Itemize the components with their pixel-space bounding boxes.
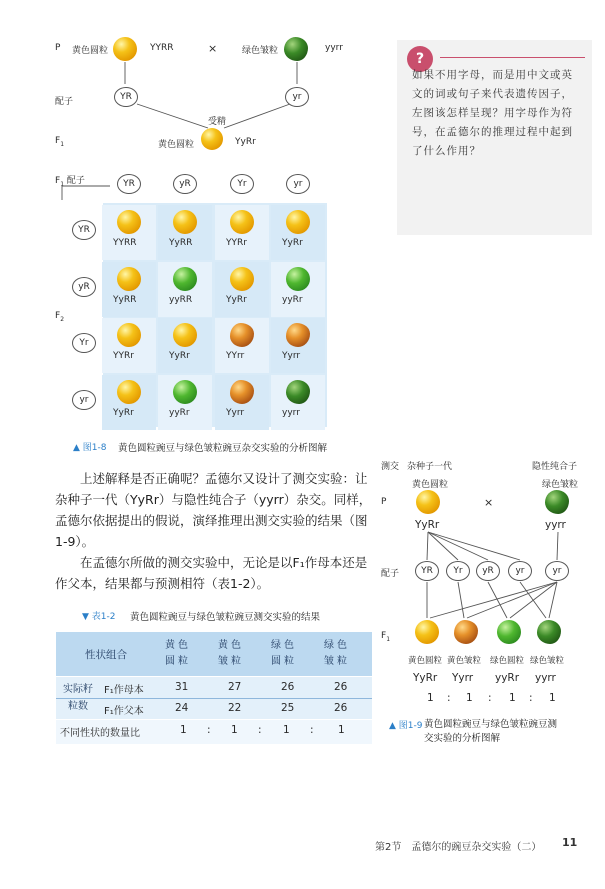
offspring-phenotype: 绿色圆粒 — [490, 656, 525, 666]
punnett-genotype: YyRr — [282, 238, 303, 248]
hybrid-pea — [416, 490, 440, 514]
punnett-genotype: yyRR — [169, 295, 193, 305]
testcross-ratio: : — [488, 692, 492, 704]
question-icon: ? — [407, 46, 433, 72]
table-header: 黄色圆粒 — [165, 640, 191, 667]
testcross-gamete: yR — [476, 561, 500, 581]
punnett-pea — [117, 210, 141, 234]
testcross-gamete: yr — [508, 561, 532, 581]
testcross-ratio: 1 — [427, 692, 434, 704]
row-gamete: yR — [72, 277, 96, 297]
parent1-label: 黄色圆粒 — [72, 46, 109, 56]
ratio-label: 不同性状的数量比 — [60, 728, 140, 739]
ratio-cell: : — [310, 724, 314, 736]
punnett-pea — [173, 210, 197, 234]
testcross-label: 测交 — [381, 462, 400, 472]
punnett-pea — [230, 210, 254, 234]
fig19-caption: 黄色圆粒豌豆与绿色皱粒豌豆测交实验的分析图解 — [424, 719, 558, 744]
punnett-genotype: yyrr — [282, 408, 300, 418]
offspring-phenotype: 黄色圆粒 — [408, 656, 443, 666]
testcross-gamete: Yr — [446, 561, 470, 581]
offspring-genotype: yyrr — [535, 672, 556, 684]
table-cell: 27 — [228, 681, 242, 693]
recessive-label: 隐性纯合子 — [532, 462, 578, 472]
col-gamete: yR — [173, 174, 197, 194]
ratio-cell: : — [258, 724, 262, 736]
testcross-gamete: yr — [545, 561, 569, 581]
punnett-pea — [230, 267, 254, 291]
table-caption-number: ▼ 表1-2 — [82, 612, 116, 622]
punnett-genotype: YyRr — [226, 295, 247, 305]
row-gamete: yr — [72, 390, 96, 410]
paragraph-1: 上述解释是否正确呢？孟德尔又设计了测交实验：让杂种子一代（YyRr）与隐性纯合子（yyrr）杂交。同样，孟德尔依据提出的假说，演绎推理出测交实验的结果（图1-9）。 — [55, 471, 372, 549]
sidebar-text: 如果不用字母，而是用中文或英文的词或句子来代表遗传因子，左图该怎样呈现？用字母作为符号，在孟德尔的推理过程中起到了什么作用？ — [412, 69, 573, 157]
col-gamete: YR — [117, 174, 141, 194]
punnett-genotype: Yyrr — [226, 408, 245, 418]
parent2-label: 绿色皱粒 — [242, 46, 279, 56]
f1-label: $F_1$ — [381, 631, 391, 643]
punnett-genotype: YyRR — [113, 295, 137, 305]
p-label: P — [55, 43, 61, 53]
gamete-YR: YR — [114, 87, 138, 107]
offspring-pea — [415, 620, 439, 644]
table-cell: 31 — [175, 681, 189, 693]
right-genotype: yyrr — [545, 519, 566, 531]
page-number: 11 — [562, 836, 578, 849]
punnett-genotype: YyRr — [113, 408, 134, 418]
punnett-pea — [286, 380, 310, 404]
ratio-cell: 1 — [338, 724, 345, 736]
row-gamete: YR — [72, 220, 96, 240]
sidebar-rule — [440, 57, 585, 58]
table-caption: 黄色圆粒豌豆与绿色皱粒豌豆测交实验的结果 — [130, 612, 321, 623]
col-gamete: yr — [286, 174, 310, 194]
col-gamete: Yr — [230, 174, 254, 194]
table-header: 绿色圆粒 — [271, 640, 297, 667]
punnett-pea — [286, 210, 310, 234]
recessive-pea — [545, 490, 569, 514]
fig18-caption: 黄色圆粒豌豆与绿色皱粒豌豆杂交实验的分析图解 — [118, 443, 328, 454]
cross-sign: × — [484, 496, 494, 509]
right-phenotype: 绿色皱粒 — [542, 480, 579, 490]
f1-genotype: YyRr — [235, 137, 256, 147]
testcross-gamete: YR — [415, 561, 439, 581]
offspring-genotype: YyRr — [413, 672, 438, 684]
punnett-pea — [173, 380, 197, 404]
gamete-label: 配子 — [381, 569, 400, 579]
f1-gamete-label: $F_1$ 配子 — [55, 176, 85, 188]
footer-section: 第2节 孟德尔的豌豆杂交实验（二） — [375, 842, 542, 853]
offspring-phenotype: 绿色皱粒 — [530, 656, 565, 666]
f1-pea — [201, 128, 223, 150]
table-cell: 22 — [228, 702, 242, 714]
punnett-pea — [117, 323, 141, 347]
table-cell: 25 — [281, 702, 295, 714]
gamete-yr: yr — [285, 87, 309, 107]
parent2-genotype: yyrr — [325, 43, 343, 53]
offspring-phenotype: 黄色皱粒 — [447, 656, 482, 666]
offspring-pea — [537, 620, 561, 644]
punnett-genotype: Yyrr — [282, 351, 301, 361]
punnett-pea — [173, 323, 197, 347]
testcross-ratio: : — [447, 692, 451, 704]
f1-phenotype: 黄色圆粒 — [158, 140, 195, 150]
parent1-genotype: YYRR — [150, 43, 174, 53]
fertilization-label: 受精 — [208, 117, 227, 127]
left-phenotype: 黄色圆粒 — [412, 480, 449, 490]
punnett-genotype: YyRr — [169, 351, 190, 361]
header-combo: 性状组合 — [85, 648, 127, 661]
table-header: 黄色皱粒 — [218, 640, 244, 667]
f2-label: $F_2$ — [55, 311, 65, 323]
offspring-pea — [497, 620, 521, 644]
punnett-pea — [173, 267, 197, 291]
row-group-label: 实际籽粒数 — [63, 684, 93, 712]
table-cell: 26 — [334, 681, 348, 693]
testcross-ratio: 1 — [466, 692, 473, 704]
offspring-genotype: Yyrr — [452, 672, 474, 684]
punnett-genotype: YYrr — [226, 351, 245, 361]
punnett-pea — [286, 267, 310, 291]
ratio-cell: 1 — [180, 724, 187, 736]
table-cell: 26 — [281, 681, 295, 693]
punnett-genotype: YyRR — [169, 238, 193, 248]
offspring-genotype: yyRr — [495, 672, 520, 684]
ratio-cell: 1 — [283, 724, 290, 736]
paragraph-2: 在孟德尔所做的测交实验中，无论是以F₁作母本还是作父本，结果都与预测相符（表1-2）。 — [55, 555, 368, 591]
fig18-caption-number: ▲ 图1-8 — [73, 443, 107, 453]
hybrid-label: 杂种子一代 — [407, 462, 453, 472]
cross-sign: × — [208, 42, 218, 55]
fig19-caption-number: ▲ 图1-9 — [389, 721, 423, 731]
punnett-genotype: yyRr — [282, 295, 303, 305]
table-row-label: F₁作父本 — [104, 706, 144, 717]
punnett-pea — [117, 380, 141, 404]
punnett-genotype: YYRR — [113, 238, 137, 248]
table-row-label: F₁作母本 — [104, 685, 144, 696]
table-cell: 26 — [334, 702, 348, 714]
p-label: P — [381, 497, 387, 507]
punnett-genotype: YYRr — [113, 351, 134, 361]
testcross-ratio: 1 — [549, 692, 556, 704]
punnett-genotype: yyRr — [169, 408, 190, 418]
table-header: 绿色皱粒 — [324, 640, 350, 667]
punnett-genotype: YYRr — [226, 238, 247, 248]
punnett-pea — [117, 267, 141, 291]
row-gamete: Yr — [72, 333, 96, 353]
testcross-ratio: 1 — [509, 692, 516, 704]
table-cell: 24 — [175, 702, 189, 714]
f1-label: $F_1$ — [55, 136, 65, 148]
ratio-cell: 1 — [231, 724, 238, 736]
left-genotype: YyRr — [415, 519, 440, 531]
offspring-pea — [454, 620, 478, 644]
testcross-ratio: : — [529, 692, 533, 704]
gamete-label: 配子 — [55, 97, 74, 107]
ratio-cell: : — [207, 724, 211, 736]
